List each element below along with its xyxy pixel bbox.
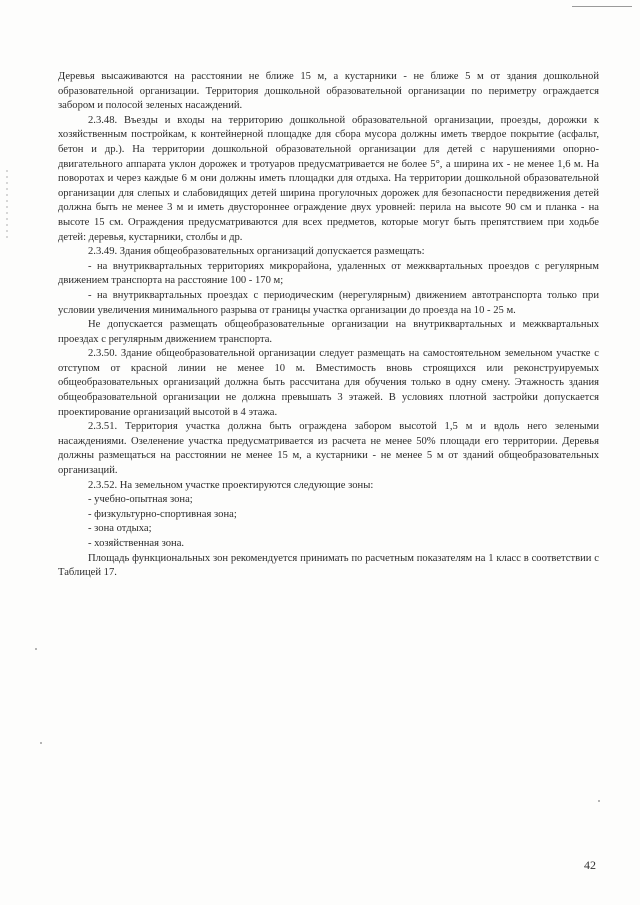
paragraph: Деревья высаживаются на расстоянии не ближе 15 м, а кустарники - не ближе 5 м от здания дошкольной образовательной организации. Территория дошкольной образовательной организации по периметру ограждается забором и полосой зеленых насаждений. xyxy=(58,71,599,112)
paragraph: 2.3.50. Здание общеобразовательной организации следует размещать на самостоятельном земельном участке с отступом от красной линии не менее 10 м. Вместимость вновь строящихся или реконструируемых общеобразовательных организаций должна быть рассчитана для обучения только в одну смену. Этажность здания общеобразовательной организации не должна превышать 3 этажей. В условиях плотной застройки допускается проектирование организаций высотой в 4 этажа. xyxy=(58,348,599,418)
paragraph: 2.3.48. Въезды и входы на территорию дошкольной образовательной организации, проезды, дорожки к хозяйственным постройкам, к контейнерной площадке для сбора мусора должны иметь твердое покрытие (асфальт, бетон и др.). На территории дошкольной образовательной организации для детей с нарушениями опорно-двигательного аппарата уклон дорожек и тротуаров предусматривается не более 5°, а ширина их - не менее 1,6 м. На поворотах и через каждые 6 м они должны иметь площадки для отдыха. На территории дошкольной образовательной организации для слепых и слабовидящих детей ширина прогулочных дорожек для безопасности передвижения детей должна быть не менее 3 м и иметь двустороннее ограждение двух уровней: перила на высоте 90 см и планка - на высоте 15 см. Ограждения предусматриваются для всех предметов, которые могут быть препятствием при ходьбе детей: деревья, кустарники, столбы и др. xyxy=(58,114,599,243)
list-item: - учебно-опытная зона; xyxy=(88,494,193,506)
list-item: - на внутриквартальных территориях микрорайона, удаленных от межквартальных проездов с регулярным движением транспорта на расстояние 100 - 170 м; xyxy=(58,260,599,287)
list-item: - хозяйственная зона. xyxy=(88,538,185,549)
document-body xyxy=(58,70,599,581)
list-item: - на внутриквартальных проездах с периодическим (нерегулярным) движением автотранспорта только при условии увеличения минимального разрыва от границы участка организации до проезда на 10 - 25 м. xyxy=(58,289,599,316)
paragraph: Не допускается размещать общеобразовательные организации на внутриквартальных и межквартальных проездах с регулярным движением транспорта. xyxy=(58,319,599,345)
list-item: - зона отдыха; xyxy=(88,523,152,535)
paragraph: Площадь функциональных зон рекомендуется принимать по расчетным показателям на 1 класс в соответствии с Таблицей 17. xyxy=(58,552,599,579)
scan-speck xyxy=(35,648,37,650)
scan-artifact-dots xyxy=(6,170,8,240)
paragraph: 2.3.52. На земельном участке проектируются следующие зоны: xyxy=(88,479,374,491)
paragraph: 2.3.49. Здания общеобразовательных организаций допускается размещать: xyxy=(88,246,425,258)
paragraph: 2.3.51. Территория участка должна быть ограждена забором высотой 1,5 м и вдоль него зелеными насаждениями. Озеленение участка предусматривается из расчета не менее 50% площади его территории. Деревья должны размещаться на расстоянии не менее 15 м, а кустарники - не менее 5 м от зданий общеобразовательных организаций. xyxy=(58,421,599,477)
scan-speck xyxy=(598,800,600,802)
page-number: 42 xyxy=(584,858,596,872)
scan-speck xyxy=(40,742,42,744)
scan-artifact-line xyxy=(572,6,632,7)
list-item: - физкультурно-спортивная зона; xyxy=(88,508,237,520)
